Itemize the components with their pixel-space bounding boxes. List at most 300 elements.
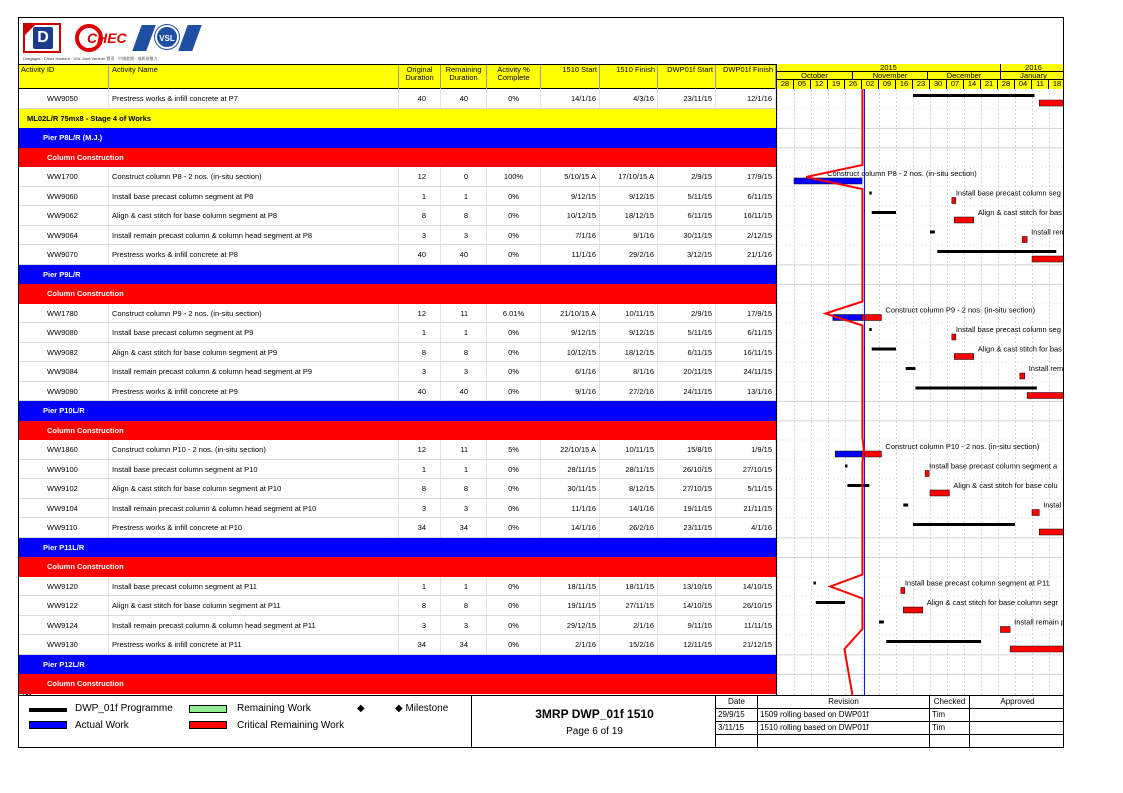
timescale-week: 21 bbox=[981, 80, 998, 89]
finish-dwp-cell: 16/11/15 bbox=[716, 206, 776, 225]
gantt-bar-label: Construct column P10 - 2 nos. (in-situ section) bbox=[885, 442, 1040, 451]
original-duration-cell: 3 bbox=[399, 616, 441, 635]
activity-row[interactable] bbox=[19, 518, 776, 538]
critical-work-bar bbox=[1027, 393, 1064, 399]
start-1510-cell: 2/1/16 bbox=[541, 635, 600, 654]
programme-bar bbox=[906, 367, 916, 370]
finish-dwp-cell: 11/11/15 bbox=[716, 616, 776, 635]
wbs-band-stage[interactable] bbox=[19, 109, 776, 129]
finish-dwp-cell: 14/10/15 bbox=[716, 577, 776, 596]
wbs-band-column-construction[interactable] bbox=[19, 421, 776, 441]
timescale-week: 07 bbox=[947, 80, 964, 89]
col-header-1510-finish[interactable]: 1510 Finish bbox=[600, 65, 658, 89]
original-duration-cell: 8 bbox=[399, 343, 441, 362]
critical-work-bar bbox=[1010, 646, 1064, 652]
timescale-year-2015: 2015 bbox=[777, 64, 1001, 72]
critical-work-bar bbox=[925, 471, 929, 477]
original-duration-cell: 3 bbox=[399, 499, 441, 518]
rev-row-date: 3/11/15 bbox=[716, 722, 758, 735]
start-1510-cell: 10/12/15 bbox=[541, 343, 600, 362]
rev-header-approved: Approved bbox=[970, 696, 1064, 709]
timescale-week: 19 bbox=[828, 80, 845, 89]
col-header-dwp-finish[interactable]: DWP01f Finish bbox=[716, 65, 776, 89]
vsl-logo-stripe bbox=[132, 25, 155, 51]
timescale-week: 09 bbox=[879, 80, 896, 89]
remaining-duration-cell: 8 bbox=[441, 206, 487, 225]
finish-1510-cell: 27/11/15 bbox=[600, 596, 658, 615]
remaining-duration-cell: 3 bbox=[441, 616, 487, 635]
schedule-sheet bbox=[18, 17, 1064, 748]
activity-id-cell: WW9130 bbox=[47, 635, 109, 654]
activity-name-cell: Install remain precast column & column head segment at P8 bbox=[109, 226, 399, 245]
gantt-canvas bbox=[777, 89, 1064, 695]
timescale-year-2016: 2016 bbox=[1025, 64, 1042, 72]
start-1510-cell: 29/12/15 bbox=[541, 616, 600, 635]
timescale-week: 28 bbox=[998, 80, 1015, 89]
activity-id-cell: WW9070 bbox=[47, 245, 109, 264]
remaining-duration-cell: 8 bbox=[441, 479, 487, 498]
start-1510-cell: 9/12/15 bbox=[541, 187, 600, 206]
start-1510-cell: 14/1/16 bbox=[541, 518, 600, 537]
finish-dwp-cell: 13/1/16 bbox=[716, 382, 776, 401]
chec-logo-text: CHEC bbox=[87, 30, 127, 46]
critical-work-bar bbox=[930, 490, 949, 496]
activity-row[interactable] bbox=[19, 187, 776, 207]
start-1510-cell: 28/11/15 bbox=[541, 460, 600, 479]
wbs-band-column-construction[interactable] bbox=[19, 284, 776, 304]
remaining-duration-cell: 34 bbox=[441, 518, 487, 537]
start-dwp-cell: 23/11/15 bbox=[658, 518, 716, 537]
activity-row[interactable] bbox=[19, 362, 776, 382]
gantt-band-separator bbox=[777, 265, 1064, 266]
gantt-bar-label: Align & cast stitch for bas bbox=[977, 344, 1062, 354]
timescale-week: 14 bbox=[964, 80, 981, 89]
timescale-week: 18 bbox=[1049, 80, 1064, 89]
legend-critical: Critical Remaining Work bbox=[237, 720, 345, 731]
activity-row[interactable] bbox=[19, 206, 776, 226]
finish-dwp-cell: 17/9/15 bbox=[716, 304, 776, 323]
rev-row-revision bbox=[758, 735, 930, 748]
critical-work-bar bbox=[1039, 100, 1064, 106]
gantt-band-separator bbox=[777, 284, 1064, 285]
start-dwp-cell: 5/11/15 bbox=[658, 187, 716, 206]
activity-row[interactable] bbox=[19, 343, 776, 363]
gantt-band-separator bbox=[777, 538, 1064, 539]
activity-name-cell: Install base precast column segment at P11 bbox=[109, 577, 399, 596]
original-duration-cell: 34 bbox=[399, 518, 441, 537]
activity-row[interactable] bbox=[19, 460, 776, 480]
dragages-logo bbox=[23, 23, 61, 53]
finish-dwp-cell: 21/12/15 bbox=[716, 635, 776, 654]
activity-row[interactable] bbox=[19, 167, 776, 187]
activity-row[interactable] bbox=[19, 440, 776, 460]
programme-bar bbox=[913, 94, 1034, 97]
start-1510-cell: 7/1/16 bbox=[541, 226, 600, 245]
revision-table bbox=[716, 696, 1064, 748]
finish-dwp-cell: 12/1/16 bbox=[716, 89, 776, 108]
gantt-bar-label: Install base precast column segment a bbox=[929, 461, 1058, 471]
activity-row[interactable] bbox=[19, 323, 776, 343]
timescale-week: 02 bbox=[862, 80, 879, 89]
percent-complete-cell: 0% bbox=[487, 187, 541, 206]
dragages-logo-mark: D bbox=[33, 27, 53, 49]
col-header-activity-name[interactable]: Activity Name bbox=[109, 65, 399, 89]
rev-row-approved bbox=[970, 735, 1064, 748]
wbs-band-label: Column Construction bbox=[47, 679, 124, 688]
start-1510-cell: 19/11/15 bbox=[541, 596, 600, 615]
start-dwp-cell: 13/10/15 bbox=[658, 577, 716, 596]
finish-dwp-cell: 2/12/15 bbox=[716, 226, 776, 245]
activity-id-cell: WW9122 bbox=[47, 596, 109, 615]
original-duration-cell: 40 bbox=[399, 89, 441, 108]
original-duration-cell: 40 bbox=[399, 382, 441, 401]
chec-logo bbox=[75, 23, 129, 53]
finish-1510-cell: 10/11/15 bbox=[600, 440, 658, 459]
rev-row-revision: 1509 rolling based on DWP01f bbox=[758, 709, 930, 722]
programme-bar bbox=[886, 640, 981, 643]
rev-row-revision: 1510 rolling based on DWP01f bbox=[758, 722, 930, 735]
col-header-remaining-duration[interactable]: Remaining Duration bbox=[441, 65, 487, 89]
remaining-duration-cell: 34 bbox=[441, 635, 487, 654]
activity-id-cell: WW1780 bbox=[47, 304, 109, 323]
gantt-band-separator bbox=[777, 401, 1064, 402]
start-1510-cell: 14/1/16 bbox=[541, 89, 600, 108]
activity-row[interactable] bbox=[19, 596, 776, 616]
finish-dwp-cell: 21/11/15 bbox=[716, 499, 776, 518]
timescale-week: 26 bbox=[845, 80, 862, 89]
activity-id-cell: WW9084 bbox=[47, 362, 109, 381]
timescale-week: 30 bbox=[930, 80, 947, 89]
start-1510-cell: 22/10/15 A bbox=[541, 440, 600, 459]
finish-dwp-cell: 17/9/15 bbox=[716, 167, 776, 186]
logo-bar bbox=[19, 18, 1064, 64]
activity-row[interactable] bbox=[19, 479, 776, 499]
start-1510-cell: 21/10/15 A bbox=[541, 304, 600, 323]
finish-1510-cell: 28/11/15 bbox=[600, 460, 658, 479]
finish-dwp-cell: 4/1/16 bbox=[716, 518, 776, 537]
percent-complete-cell: 0% bbox=[487, 323, 541, 342]
logo-caption: Dragages · China Harbour · VSL Joint Venture 寶嘉 · 中國港灣 · 威勝預應力 bbox=[23, 56, 158, 61]
programme-bar bbox=[872, 211, 896, 214]
wbs-band-label: Column Construction bbox=[47, 289, 124, 298]
legend-programme: DWP_01f Programme bbox=[75, 703, 173, 714]
activity-row[interactable] bbox=[19, 382, 776, 402]
critical-work-bar bbox=[1000, 627, 1010, 633]
percent-complete-cell: 6.01% bbox=[487, 304, 541, 323]
start-dwp-cell: 20/11/15 bbox=[658, 362, 716, 381]
wbs-band-pier[interactable] bbox=[19, 538, 776, 558]
gantt-chart bbox=[776, 89, 1064, 695]
start-dwp-cell: 15/8/15 bbox=[658, 440, 716, 459]
gantt-timescale bbox=[776, 64, 1064, 89]
percent-complete-cell: 100% bbox=[487, 167, 541, 186]
critical-work-bar bbox=[1032, 510, 1039, 516]
percent-complete-cell: 5% bbox=[487, 440, 541, 459]
col-header-activity-complete[interactable]: Activity % Complete bbox=[487, 65, 541, 89]
finish-dwp-cell: 21/1/16 bbox=[716, 245, 776, 264]
start-1510-cell: 9/1/16 bbox=[541, 382, 600, 401]
original-duration-cell: 12 bbox=[399, 167, 441, 186]
finish-dwp-cell: 1/9/15 bbox=[716, 440, 776, 459]
start-1510-cell: 5/10/15 A bbox=[541, 167, 600, 186]
percent-complete-cell: 0% bbox=[487, 518, 541, 537]
start-dwp-cell: 23/11/15 bbox=[658, 89, 716, 108]
start-1510-cell: 11/1/16 bbox=[541, 245, 600, 264]
actual-work-bar bbox=[835, 451, 862, 457]
finish-1510-cell: 2/1/16 bbox=[600, 616, 658, 635]
rev-row-checked: Tim bbox=[930, 722, 970, 735]
wbs-band-label: ML02L/R 75mx8 - Stage 4 of Works bbox=[27, 113, 152, 123]
actual-swatch bbox=[29, 721, 67, 729]
gantt-band-separator bbox=[777, 655, 1064, 656]
programme-bar bbox=[816, 601, 845, 604]
finish-dwp-cell: 5/11/15 bbox=[716, 479, 776, 498]
original-duration-cell: 8 bbox=[399, 206, 441, 225]
activity-row[interactable] bbox=[19, 616, 776, 636]
legend-actual: Actual Work bbox=[75, 720, 129, 731]
programme-bar bbox=[872, 348, 896, 351]
wbs-band-label: Pier P9L/R bbox=[43, 269, 81, 279]
timescale-week: 28 bbox=[777, 80, 794, 89]
programme-bar bbox=[903, 504, 908, 507]
programme-bar bbox=[937, 250, 1056, 253]
start-dwp-cell: 19/11/15 bbox=[658, 499, 716, 518]
activity-id-cell: WW9060 bbox=[47, 187, 109, 206]
col-header-activity-id[interactable]: Activity ID bbox=[19, 65, 109, 89]
wbs-band-label: Column Construction bbox=[47, 562, 124, 571]
start-1510-cell: 11/1/16 bbox=[541, 499, 600, 518]
remaining-duration-cell: 40 bbox=[441, 382, 487, 401]
gantt-bar-label: Install rem bbox=[1031, 227, 1066, 237]
start-dwp-cell: 26/10/15 bbox=[658, 460, 716, 479]
activity-id-cell: WW9064 bbox=[47, 226, 109, 245]
activity-id-cell: WW9110 bbox=[47, 518, 109, 537]
gantt-band-separator bbox=[777, 421, 1064, 422]
activity-id-cell: WW9062 bbox=[47, 206, 109, 225]
percent-complete-cell: 0% bbox=[487, 616, 541, 635]
document-title: 3MRP DWP_01f 1510 bbox=[535, 707, 654, 721]
start-dwp-cell: 6/11/15 bbox=[658, 343, 716, 362]
remaining-duration-cell: 3 bbox=[441, 362, 487, 381]
activity-id-cell: WW9120 bbox=[47, 577, 109, 596]
finish-1510-cell: 8/1/16 bbox=[600, 362, 658, 381]
timescale-years bbox=[777, 64, 1064, 72]
remaining-duration-cell: 1 bbox=[441, 187, 487, 206]
activity-row[interactable] bbox=[19, 635, 776, 655]
rev-row-approved bbox=[970, 722, 1064, 735]
critical-work-bar bbox=[952, 198, 956, 204]
wbs-band-label: Column Construction bbox=[47, 425, 124, 435]
start-dwp-cell: 5/11/15 bbox=[658, 323, 716, 342]
timescale-week: 16 bbox=[896, 80, 913, 89]
finish-1510-cell: 18/11/15 bbox=[600, 577, 658, 596]
legend-milestone: ◆ Milestone bbox=[395, 703, 449, 714]
wbs-band-label: Pier P12L/R bbox=[43, 659, 85, 669]
gantt-bar-label: Instal bbox=[1043, 500, 1062, 510]
finish-1510-cell: 9/1/16 bbox=[600, 226, 658, 245]
original-duration-cell: 3 bbox=[399, 226, 441, 245]
start-dwp-cell: 6/11/15 bbox=[658, 206, 716, 225]
original-duration-cell: 8 bbox=[399, 596, 441, 615]
activity-row[interactable] bbox=[19, 226, 776, 246]
timescale-week: 11 bbox=[1032, 80, 1049, 89]
activity-name-cell: Align & cast stitch for base column segment at P8 bbox=[109, 206, 399, 225]
activity-name-cell: Construct column P8 - 2 nos. (in-situ section) bbox=[109, 167, 399, 186]
rev-row-date: 29/9/15 bbox=[716, 709, 758, 722]
remaining-duration-cell: 40 bbox=[441, 89, 487, 108]
gantt-bar-label: Install remain p bbox=[1014, 617, 1066, 627]
finish-1510-cell: 27/2/16 bbox=[600, 382, 658, 401]
col-header-dwp-start[interactable]: DWP01f Start bbox=[658, 65, 716, 89]
finish-1510-cell: 15/2/16 bbox=[600, 635, 658, 654]
activity-id-cell: WW9090 bbox=[47, 382, 109, 401]
programme-bar bbox=[869, 328, 871, 331]
critical-work-bar bbox=[901, 588, 905, 594]
gantt-bar-label: Construct column P8 - 2 nos. (in-situ section) bbox=[827, 169, 977, 178]
activity-name-cell: Prestress works & infill concrete at P11 bbox=[109, 635, 399, 654]
gantt-band-separator bbox=[777, 128, 1064, 129]
activity-name-cell: Prestress works & infill concrete at P7 bbox=[109, 89, 399, 108]
rev-row-checked bbox=[930, 735, 970, 748]
activity-row[interactable] bbox=[19, 499, 776, 519]
rev-header-date: Date bbox=[716, 696, 758, 709]
percent-complete-cell: 0% bbox=[487, 245, 541, 264]
activity-name-cell: Align & cast stitch for base column segment at P11 bbox=[109, 596, 399, 615]
legend-footer bbox=[19, 695, 1064, 748]
percent-complete-cell: 0% bbox=[487, 596, 541, 615]
activity-name-cell: Align & cast stitch for base column segment at P10 bbox=[109, 479, 399, 498]
activity-row[interactable] bbox=[19, 577, 776, 597]
rev-header-checked: Checked bbox=[930, 696, 970, 709]
remaining-duration-cell: 3 bbox=[441, 499, 487, 518]
wbs-band-pier[interactable] bbox=[19, 128, 776, 148]
critical-work-bar bbox=[903, 607, 922, 613]
finish-dwp-cell: 6/11/15 bbox=[716, 323, 776, 342]
activity-row[interactable] bbox=[19, 304, 776, 324]
activity-name-cell: Prestress works & infill concrete at P10 bbox=[109, 518, 399, 537]
rev-header-revision: Revision bbox=[758, 696, 930, 709]
programme-bar bbox=[930, 231, 935, 234]
activity-name-cell: Install remain precast column & column head segment at P9 bbox=[109, 362, 399, 381]
start-1510-cell: 6/1/16 bbox=[541, 362, 600, 381]
vsl-logo bbox=[133, 23, 205, 53]
activity-row[interactable] bbox=[19, 89, 776, 109]
finish-1510-cell: 9/12/15 bbox=[600, 187, 658, 206]
start-dwp-cell: 12/11/15 bbox=[658, 635, 716, 654]
finish-1510-cell: 18/12/15 bbox=[600, 343, 658, 362]
activity-name-cell: Install base precast column segment at P10 bbox=[109, 460, 399, 479]
timescale-month-november: November bbox=[853, 72, 928, 80]
timescale-week: 12 bbox=[811, 80, 828, 89]
remaining-swatch bbox=[189, 705, 227, 713]
remaining-duration-cell: 1 bbox=[441, 460, 487, 479]
percent-complete-cell: 0% bbox=[487, 226, 541, 245]
gantt-bar-label: Install base precast column seg bbox=[955, 188, 1061, 198]
original-duration-cell: 40 bbox=[399, 245, 441, 264]
timescale-month-october: October bbox=[777, 72, 853, 80]
wbs-band-column-construction[interactable] bbox=[19, 148, 776, 168]
gantt-bar-label: Install base precast column segment at P11 bbox=[904, 578, 1050, 588]
programme-bar bbox=[847, 484, 869, 487]
critical-work-bar bbox=[952, 334, 956, 340]
percent-complete-cell: 0% bbox=[487, 206, 541, 225]
critical-work-bar bbox=[954, 354, 973, 360]
timescale-week: 05 bbox=[794, 80, 811, 89]
activity-id-cell: WW9104 bbox=[47, 499, 109, 518]
wbs-band-label: Pier P11L/R bbox=[43, 542, 85, 552]
wbs-band-pier[interactable] bbox=[19, 655, 776, 675]
remaining-duration-cell: 3 bbox=[441, 226, 487, 245]
gantt-band-separator bbox=[777, 557, 1064, 558]
programme-bar bbox=[913, 523, 1015, 526]
gantt-bar-label: Align & cast stitch for base colu bbox=[953, 481, 1058, 490]
gantt-band-separator bbox=[777, 148, 1064, 149]
start-dwp-cell: 2/9/15 bbox=[658, 167, 716, 186]
percent-complete-cell: 0% bbox=[487, 479, 541, 498]
finish-dwp-cell: 27/10/15 bbox=[716, 460, 776, 479]
rev-row-approved bbox=[970, 709, 1064, 722]
finish-1510-cell: 29/2/16 bbox=[600, 245, 658, 264]
wbs-band-column-construction[interactable] bbox=[19, 674, 776, 694]
start-dwp-cell: 27/10/15 bbox=[658, 479, 716, 498]
wbs-band-pier[interactable] bbox=[19, 401, 776, 421]
wbs-band-pier[interactable] bbox=[19, 265, 776, 285]
col-header-original-duration[interactable]: Original Duration bbox=[399, 65, 441, 89]
wbs-band-column-construction[interactable] bbox=[19, 557, 776, 577]
activity-table bbox=[19, 89, 776, 695]
activity-name-cell: Prestress works & infill concrete at P8 bbox=[109, 245, 399, 264]
activity-id-cell: WW9050 bbox=[47, 89, 109, 108]
timescale-months bbox=[777, 72, 1064, 80]
percent-complete-cell: 0% bbox=[487, 499, 541, 518]
timescale-week: 23 bbox=[913, 80, 930, 89]
page-number: Page 6 of 19 bbox=[566, 726, 623, 737]
start-1510-cell: 30/11/15 bbox=[541, 479, 600, 498]
remaining-duration-cell: 11 bbox=[441, 304, 487, 323]
finish-1510-cell: 10/11/15 bbox=[600, 304, 658, 323]
gantt-bar-label: Align & cast stitch for base column segr bbox=[926, 598, 1059, 607]
timescale-month-january: January bbox=[1020, 72, 1047, 80]
gantt-bar-label: Install base precast column seg bbox=[955, 325, 1061, 334]
activity-row[interactable] bbox=[19, 245, 776, 265]
finish-1510-cell: 14/1/16 bbox=[600, 499, 658, 518]
finish-1510-cell: 17/10/15 A bbox=[600, 167, 658, 186]
original-duration-cell: 8 bbox=[399, 479, 441, 498]
percent-complete-cell: 0% bbox=[487, 635, 541, 654]
programme-swatch bbox=[29, 708, 67, 712]
activity-name-cell: Install remain precast column & column head segment at P10 bbox=[109, 499, 399, 518]
finish-1510-cell: 26/2/16 bbox=[600, 518, 658, 537]
activity-name-cell: Install base precast column segment at P9 bbox=[109, 323, 399, 342]
start-dwp-cell: 9/11/15 bbox=[658, 616, 716, 635]
activity-id-cell: WW9124 bbox=[47, 616, 109, 635]
gantt-bar-label: Align & cast stitch for bas bbox=[977, 208, 1062, 217]
activity-id-cell: WW1860 bbox=[47, 440, 109, 459]
original-duration-cell: 12 bbox=[399, 440, 441, 459]
remaining-duration-cell: 1 bbox=[441, 323, 487, 342]
milestone-icon: ◆ bbox=[357, 703, 365, 714]
activity-name-cell: Construct column P9 - 2 nos. (in-situ section) bbox=[109, 304, 399, 323]
activity-name-cell: Construct column P10 - 2 nos. (in-situ section) bbox=[109, 440, 399, 459]
finish-1510-cell: 9/12/15 bbox=[600, 323, 658, 342]
col-header-1510-start[interactable]: 1510 Start bbox=[541, 65, 600, 89]
start-dwp-cell: 3/12/15 bbox=[658, 245, 716, 264]
programme-bar bbox=[813, 582, 815, 585]
activity-id-cell: WW9080 bbox=[47, 323, 109, 342]
finish-1510-cell: 8/12/15 bbox=[600, 479, 658, 498]
vsl-logo-mark: VSL bbox=[155, 25, 179, 49]
activity-id-cell: WW9102 bbox=[47, 479, 109, 498]
